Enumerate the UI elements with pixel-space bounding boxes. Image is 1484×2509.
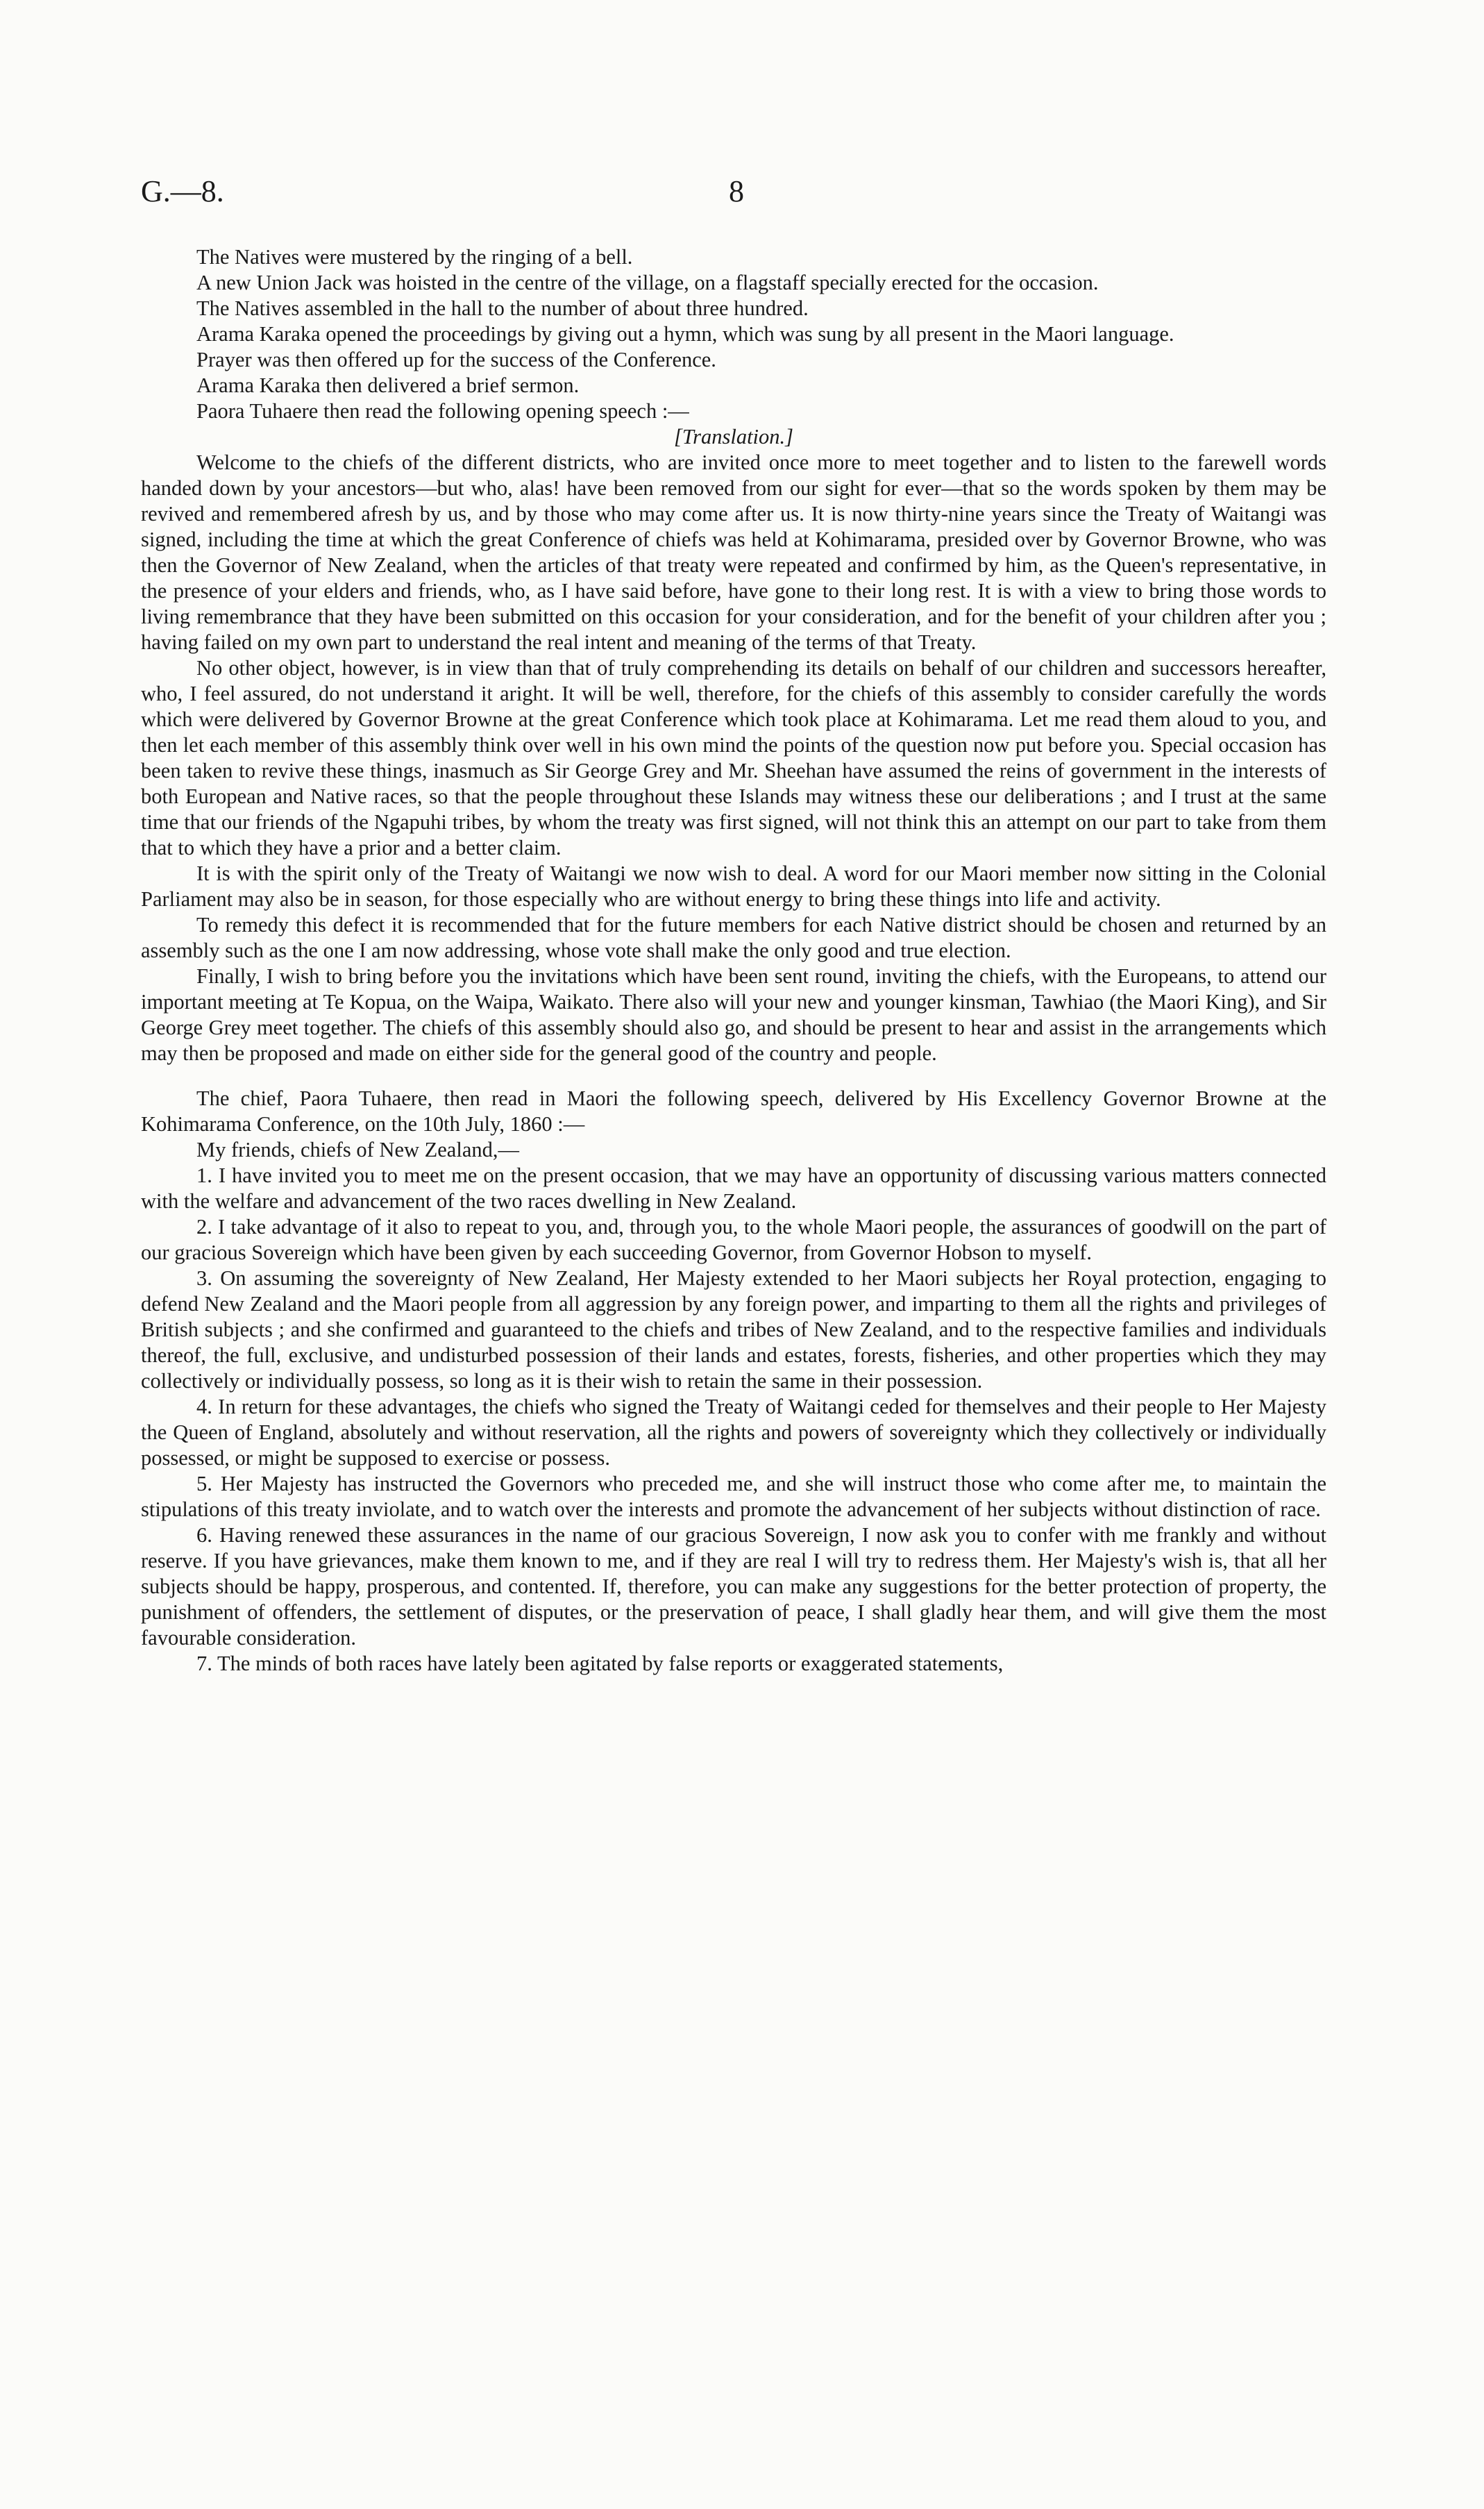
paragraph: Prayer was then offered up for the success of the Conference. xyxy=(196,348,716,371)
paragraph: Finally, I wish to bring before you the invitations which have been sent round, inviting the chiefs, with the Europeans, to attend our important meeting at Te Kopua, on the Waipa, Waikato. There also will your new and younger kinsman, Tawhiao (the Maori King), and Sir George Grey meet together. The chiefs of this assembly should also go, and should be present to hear and assist in the arrangements which may then be proposed and made on either side for the general good of the country and people. xyxy=(141,964,1326,1065)
document-code: G.—8. xyxy=(141,174,224,208)
translation-heading: [Translation.] xyxy=(673,425,794,448)
page-header xyxy=(0,174,1484,215)
numbered-paragraph: 4. In return for these advantages, the chiefs who signed the Treaty of Waitangi ceded for themselves and their people to Her Majesty the Queen of England, absolutely and without reservation, all the rights and powers of sovereignty which they collectively or individually possessed, or might be supposed to exercise or possess. xyxy=(141,1395,1326,1470)
numbered-paragraph: 3. On assuming the sovereignty of New Zealand, Her Majesty extended to her Maori subjects her Royal protection, engaging to defend New Zealand and the Maori people from all aggression by any foreign power, and imparting to them all the rights and privileges of British subjects ; and she confirmed and guaranteed to the chiefs and tribes of New Zealand, and to the respective families and individuals thereof, the full, exclusive, and undisturbed possession of their lands and estates, forests, fisheries, and other properties which they may collectively or individually possess, so long as it is their wish to retain the same in their possession. xyxy=(141,1266,1326,1393)
document-body xyxy=(141,244,1326,1677)
page-number: 8 xyxy=(729,174,744,208)
numbered-paragraph: 7. The minds of both races have lately been agitated by false reports or exaggerated statements, xyxy=(196,1652,1004,1675)
numbered-paragraph: 1. I have invited you to meet me on the present occasion, that we may have an opportunity of discussing various matters connected with the welfare and advancement of the two races dwelling in New Zealand. xyxy=(141,1164,1326,1213)
paragraph: To remedy this defect it is recommended that for the future members for each Native district should be chosen and returned by an assembly such as the one I am now addressing, whose vote shall make the only good and true election. xyxy=(141,913,1326,962)
section-gap xyxy=(141,1066,1326,1086)
paragraph: The chief, Paora Tuhaere, then read in Maori the following speech, delivered by His Excellency Governor Browne at the Kohimarama Conference, on the 10th July, 1860 :— xyxy=(141,1086,1326,1136)
numbered-paragraph: 6. Having renewed these assurances in the name of our gracious Sovereign, I now ask you to confer with me frankly and without reserve. If you have grievances, make them known to me, and if they are real I will try to redress them. Her Majesty's wish is, that all her subjects should be happy, prosperous, and contented. If, therefore, you can make any suggestions for the better protection of property, the punishment of offenders, the settlement of disputes, or the preservation of peace, I shall gladly hear them, and will give them the most favourable consideration. xyxy=(141,1523,1326,1650)
paragraph: Arama Karaka then delivered a brief sermon. xyxy=(196,374,580,397)
paragraph: Welcome to the chiefs of the different districts, who are invited once more to meet together and to listen to the farewell words handed down by your ancestors—but who, alas! have been removed from our sight for ever—that so the words spoken by them may be revived and remembered afresh by us, and by those who may come after us. It is now thirty-nine years since the Treaty of Waitangi was signed, including the time at which the great Conference of chiefs was held at Kohimarama, presided over by Governor Browne, who was then the Governor of New Zealand, when the articles of that treaty were repeated and confirmed by him, as the Queen's representative, in the presence of your elders and friends, who, as I have said before, have gone to their long rest. It is with a view to bring those words to living remembrance that they have been submitted on this occasion for your consideration, and for the benefit of your children after you ; having failed on my own part to understand the real intent and meaning of the terms of that Treaty. xyxy=(141,451,1326,654)
numbered-paragraph: 2. I take advantage of it also to repeat to you, and, through you, to the whole Maori people, the assurances of goodwill on the part of our gracious Sovereign which have been given by each succeeding Governor, from Governor Hobson to myself. xyxy=(141,1215,1326,1264)
paragraph: Arama Karaka opened the proceedings by giving out a hymn, which was sung by all present in the Maori language. xyxy=(196,322,1174,346)
paragraph: The Natives were mustered by the ringing of a bell. xyxy=(196,245,633,269)
paragraph: A new Union Jack was hoisted in the centre of the village, on a flagstaff specially erected for the occasion. xyxy=(196,271,1099,294)
numbered-paragraph: 5. Her Majesty has instructed the Governors who preceded me, and she will instruct those who come after me, to maintain the stipulations of this treaty inviolate, and to watch over the interests and promote the advancement of her subjects without distinction of race. xyxy=(141,1472,1326,1521)
paragraph: The Natives assembled in the hall to the number of about three hundred. xyxy=(196,296,809,320)
paragraph: No other object, however, is in view than that of truly comprehending its details on behalf of our children and successors hereafter, who, I feel assured, do not understand it aright. It will be well, therefore, for the chiefs of this assembly to consider carefully the words which were delivered by Governor Browne at the great Conference which took place at Kohimarama. Let me read them aloud to you, and then let each member of this assembly think over well in his own mind the points of the question now put before you. Special occasion has been taken to revive these things, inasmuch as Sir George Grey and Mr. Sheehan have assumed the reins of government in the interests of both European and Native races, so that the people throughout these Islands may witness these our deliberations ; and I trust at the same time that our friends of the Ngapuhi tribes, by whom the treaty was first signed, will not think this an attempt on our part to take from them that to which they have a prior and a better claim. xyxy=(141,656,1326,859)
paragraph: It is with the spirit only of the Treaty of Waitangi we now wish to deal. A word for our Maori member now sitting in the Colonial Parliament may also be in season, for those especially who are without energy to bring these things into life and activity. xyxy=(141,862,1326,911)
salutation: My friends, chiefs of New Zealand,— xyxy=(196,1138,519,1161)
paragraph: Paora Tuhaere then read the following opening speech :— xyxy=(196,399,689,423)
